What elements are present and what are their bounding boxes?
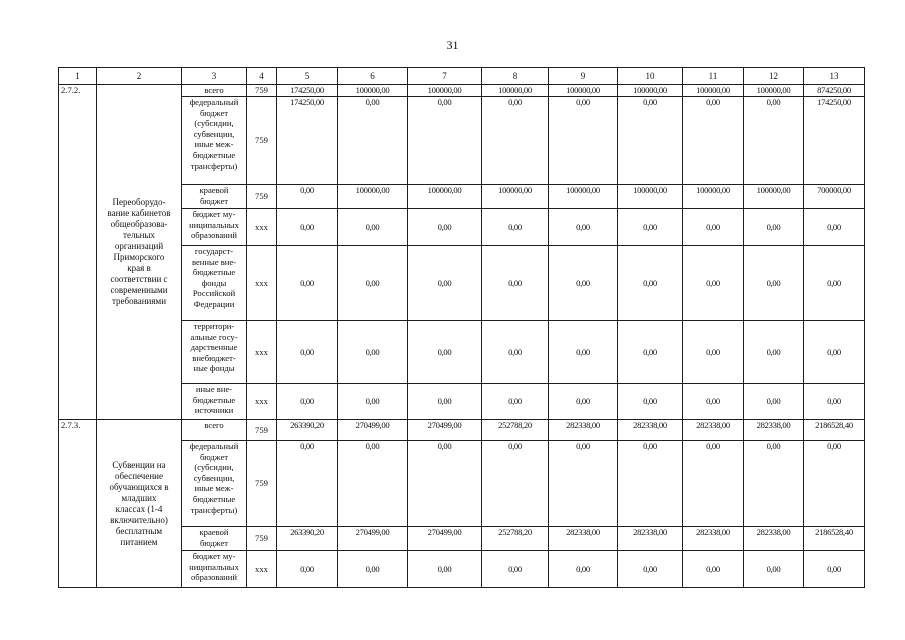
amount-cell: 0,00 [277, 321, 338, 384]
amount-cell: 0,00 [482, 551, 549, 588]
header-cell: 4 [247, 68, 277, 85]
budget-code: ххх [247, 321, 277, 384]
amount-cell: 0,00 [618, 551, 683, 588]
amount-cell: 2186528,40 [804, 420, 865, 441]
funding-source-text: краевой бюджет [199, 527, 229, 548]
amount-cell: 0,00 [744, 441, 804, 527]
budget-code: ххх [247, 384, 277, 420]
header-cell: 13 [804, 68, 865, 85]
amount-cell: 0,00 [683, 441, 744, 527]
amount-cell: 100000,00 [683, 185, 744, 209]
budget-table [58, 67, 865, 588]
header-cell: 3 [182, 68, 247, 85]
amount-cell: 0,00 [683, 97, 744, 185]
funding-source [182, 441, 247, 527]
amount-cell: 0,00 [549, 209, 618, 246]
amount-cell: 0,00 [482, 384, 549, 420]
amount-cell: 252788,20 [482, 420, 549, 441]
amount-cell: 0,00 [549, 246, 618, 321]
funding-source-text: иные вне- бюджетные источники [192, 384, 236, 416]
amount-cell: 0,00 [618, 441, 683, 527]
amount-cell: 0,00 [804, 209, 865, 246]
amount-cell: 282338,00 [549, 420, 618, 441]
header-row [59, 68, 865, 85]
amount-cell: 0,00 [338, 384, 408, 420]
budget-code: 759 [247, 97, 277, 185]
funding-source [182, 551, 247, 588]
amount-cell: 0,00 [277, 551, 338, 588]
amount-cell: 100000,00 [683, 85, 744, 97]
budget-code: 759 [247, 85, 277, 97]
amount-cell: 0,00 [408, 551, 482, 588]
header-cell: 7 [408, 68, 482, 85]
budget-code: ххх [247, 209, 277, 246]
budget-code: 759 [247, 420, 277, 441]
amount-cell: 174250,00 [804, 97, 865, 185]
amount-cell: 282338,00 [744, 420, 804, 441]
amount-cell: 0,00 [482, 246, 549, 321]
amount-cell: 100000,00 [618, 185, 683, 209]
amount-cell: 100000,00 [338, 185, 408, 209]
amount-cell: 0,00 [549, 97, 618, 185]
amount-cell: 100000,00 [549, 85, 618, 97]
funding-source-text: бюджет му- ниципальных образований [189, 551, 239, 583]
page-number: 31 [446, 38, 459, 52]
amount-cell: 0,00 [744, 209, 804, 246]
budget-code: 759 [247, 441, 277, 527]
amount-cell: 0,00 [804, 384, 865, 420]
amount-cell: 270499,00 [408, 527, 482, 551]
header-cell: 12 [744, 68, 804, 85]
amount-cell: 0,00 [744, 551, 804, 588]
funding-source [182, 97, 247, 185]
section-name-text: Субвенции на обеспечение обучающихся в младших классах (1-4 включительно) бесплатным питанием [109, 459, 169, 547]
budget-code: 759 [247, 185, 277, 209]
header-cell: 5 [277, 68, 338, 85]
amount-cell: 0,00 [338, 246, 408, 321]
funding-source-text: всего [204, 420, 224, 430]
amount-cell: 100000,00 [482, 85, 549, 97]
section-name [97, 85, 182, 420]
amount-cell: 174250,00 [277, 97, 338, 185]
funding-source-text: федеральный бюджет (субсидии, субвенции, иные меж- бюджетные трансферты) [189, 441, 239, 515]
amount-cell: 0,00 [804, 551, 865, 588]
funding-source [182, 185, 247, 209]
amount-cell: 0,00 [683, 209, 744, 246]
funding-source [182, 527, 247, 551]
amount-cell: 100000,00 [618, 85, 683, 97]
header-cell: 6 [338, 68, 408, 85]
amount-cell: 0,00 [683, 551, 744, 588]
amount-cell: 0,00 [744, 384, 804, 420]
funding-source-text: территори- альные госу- дарственные внебюджет- ные фонды [190, 321, 238, 374]
amount-cell: 0,00 [618, 384, 683, 420]
amount-cell: 174250,00 [277, 85, 338, 97]
funding-source-text: федеральный бюджет (субсидии, субвенции, иные меж- бюджетные трансферты) [189, 97, 239, 171]
amount-cell: 874250,00 [804, 85, 865, 97]
amount-cell: 0,00 [277, 441, 338, 527]
amount-cell: 100000,00 [408, 85, 482, 97]
amount-cell: 282338,00 [618, 527, 683, 551]
amount-cell: 0,00 [804, 321, 865, 384]
amount-cell: 100000,00 [549, 185, 618, 209]
amount-cell: 0,00 [683, 246, 744, 321]
section-name [97, 420, 182, 588]
amount-cell: 0,00 [482, 441, 549, 527]
amount-cell: 100000,00 [408, 185, 482, 209]
amount-cell: 100000,00 [744, 85, 804, 97]
amount-cell: 0,00 [618, 209, 683, 246]
funding-source-text: краевой бюджет [199, 185, 229, 206]
amount-cell: 0,00 [338, 441, 408, 527]
amount-cell: 0,00 [683, 321, 744, 384]
amount-cell: 0,00 [277, 384, 338, 420]
amount-cell: 100000,00 [338, 85, 408, 97]
amount-cell: 0,00 [338, 97, 408, 185]
amount-cell: 0,00 [549, 551, 618, 588]
amount-cell: 0,00 [277, 246, 338, 321]
amount-cell: 0,00 [408, 321, 482, 384]
amount-cell: 0,00 [618, 321, 683, 384]
amount-cell: 0,00 [618, 246, 683, 321]
amount-cell: 270499,00 [338, 420, 408, 441]
section-index: 2.7.3. [59, 420, 97, 588]
table-row [59, 85, 865, 97]
funding-source [182, 321, 247, 384]
header-cell: 2 [97, 68, 182, 85]
funding-source-text: всего [204, 85, 224, 95]
amount-cell: 0,00 [338, 321, 408, 384]
amount-cell: 282338,00 [683, 420, 744, 441]
header-cell: 10 [618, 68, 683, 85]
amount-cell: 0,00 [277, 209, 338, 246]
amount-cell: 0,00 [482, 209, 549, 246]
amount-cell: 0,00 [482, 321, 549, 384]
amount-cell: 100000,00 [482, 185, 549, 209]
amount-cell: 0,00 [549, 321, 618, 384]
funding-source [182, 246, 247, 321]
amount-cell: 0,00 [277, 185, 338, 209]
amount-cell: 0,00 [338, 209, 408, 246]
amount-cell: 282338,00 [744, 527, 804, 551]
amount-cell: 0,00 [549, 384, 618, 420]
amount-cell: 0,00 [744, 246, 804, 321]
funding-source-text: государст- венные вне- бюджетные фонды Российской Федерации [191, 246, 237, 309]
amount-cell: 282338,00 [549, 527, 618, 551]
funding-source-text: бюджет му- ниципальных образований [189, 209, 239, 241]
amount-cell: 0,00 [408, 246, 482, 321]
header-cell: 8 [482, 68, 549, 85]
section-name-text: Переоборудо- вание кабинетов общеобразова- тельных организаций Приморского края в соответствии с современными требованиями [107, 197, 171, 306]
budget-code: 759 [247, 527, 277, 551]
amount-cell: 282338,00 [683, 527, 744, 551]
amount-cell: 0,00 [408, 441, 482, 527]
amount-cell: 270499,00 [338, 527, 408, 551]
amount-cell: 0,00 [744, 97, 804, 185]
funding-source [182, 420, 247, 441]
header-cell: 11 [683, 68, 744, 85]
amount-cell: 700000,00 [804, 185, 865, 209]
amount-cell: 0,00 [338, 551, 408, 588]
amount-cell: 263390,20 [277, 527, 338, 551]
amount-cell: 0,00 [408, 384, 482, 420]
amount-cell: 0,00 [408, 97, 482, 185]
amount-cell: 2186528,40 [804, 527, 865, 551]
section-index: 2.7.2. [59, 85, 97, 420]
amount-cell: 0,00 [744, 321, 804, 384]
amount-cell: 252788,20 [482, 527, 549, 551]
table-row [59, 420, 865, 441]
amount-cell: 0,00 [683, 384, 744, 420]
amount-cell: 270499,00 [408, 420, 482, 441]
amount-cell: 282338,00 [618, 420, 683, 441]
budget-code: ххх [247, 246, 277, 321]
funding-source [182, 85, 247, 97]
amount-cell: 0,00 [804, 246, 865, 321]
header-cell: 1 [59, 68, 97, 85]
amount-cell: 0,00 [408, 209, 482, 246]
amount-cell: 0,00 [618, 97, 683, 185]
funding-source [182, 384, 247, 420]
amount-cell: 100000,00 [744, 185, 804, 209]
amount-cell: 0,00 [482, 97, 549, 185]
budget-code: ххх [247, 551, 277, 588]
funding-source [182, 209, 247, 246]
amount-cell: 0,00 [549, 441, 618, 527]
amount-cell: 0,00 [804, 441, 865, 527]
header-cell: 9 [549, 68, 618, 85]
amount-cell: 263390,20 [277, 420, 338, 441]
